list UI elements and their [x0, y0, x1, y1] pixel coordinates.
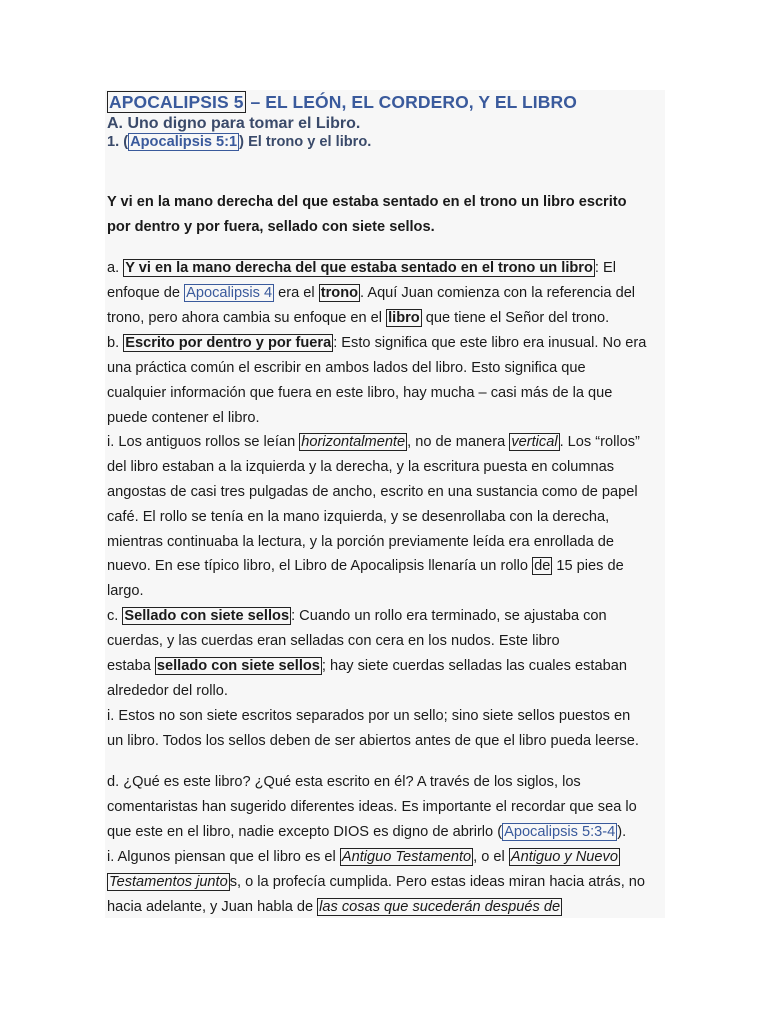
subsection-1-heading: 1. ( Apocalipsis 5:1 ) El trono y el libro. [107, 134, 372, 150]
para-b-i-line-7: largo. [107, 583, 144, 599]
para-a-line-1: a. Y vi en la mano derecha del que estaba sentado en el trono un libro : El [107, 260, 616, 276]
para-d-line-3: que este en el libro, nadie excepto DIOS es digno de abrirlo ( Apocalipsis 5:3-4 ). [107, 824, 627, 840]
highlight-phrase: Antiguo Testamento [341, 849, 472, 865]
para-b-i-line-3: angostas de casi tres pulgadas de ancho, escrito en una sustancia como de papel [107, 484, 638, 500]
para-b-line-4: puede contener el libro. [107, 410, 260, 426]
para-c-i-line-1: i. Estos no son siete escritos separados por un sello; sino siete sellos puestos en [107, 708, 631, 724]
highlight-phrase: Testamentos junto [109, 874, 228, 890]
para-d-i-line-1: i. Algunos piensan que el libro es el Antiguo Testamento , o el Antiguo y Nuevo [107, 849, 618, 865]
para-c-line-4: alrededor del rollo. [107, 683, 228, 699]
para-c-i-line-2: un libro. Todos los sellos deben de ser abiertos antes de que el libro pueda leerse. [107, 733, 639, 749]
verse-link-4[interactable]: Apocalipsis 4 [186, 285, 273, 301]
para-a-line-2: enfoque de Apocalipsis 4 era el trono . Aquí Juan comienza con la referencia del [107, 285, 636, 301]
highlight-word: vertical [511, 434, 558, 450]
highlight-phrase: Escrito por dentro y por fuera [125, 335, 332, 351]
para-c-line-3: estaba sellado con siete sellos ; hay siete cuerdas selladas las cuales estaban [107, 658, 627, 674]
highlight-phrase: las cosas que sucederán después de [319, 899, 561, 915]
verse-line-1: Y vi en la mano derecha del que estaba sentado en el trono un libro escrito [107, 194, 627, 210]
para-b-i-line-2: del libro estaban a la izquierda y la derecha, y la escritura puesta en columnas [107, 459, 615, 475]
para-d-line-1: d. ¿Qué es este libro? ¿Qué esta escrito en él? A través de los siglos, los [107, 774, 581, 790]
verse-line-2: por dentro y por fuera, sellado con siete sellos. [107, 219, 435, 235]
highlight-word: horizontalmente [301, 434, 406, 450]
para-c-line-1: c. Sellado con siete sellos : Cuando un rollo era terminado, se ajustaba con [107, 608, 607, 624]
verse-link-5-1[interactable]: Apocalipsis 5:1 [130, 134, 238, 150]
para-a-line-3: trono, pero ahora cambia su enfoque en el libro que tiene el Señor del trono. [107, 310, 610, 326]
title-text: – EL LEÓN, EL CORDERO, Y EL LIBRO [245, 92, 577, 112]
verse-link-5-3-4[interactable]: Apocalipsis 5:3-4 [504, 824, 616, 840]
highlight-phrase: sellado con siete sellos [156, 658, 320, 674]
page-title [107, 92, 577, 112]
chapter-reference-link[interactable]: APOCALIPSIS 5 [109, 92, 244, 112]
para-d-i-line-2: Testamentos junto s, o la profecía cumplida. Pero estas ideas miran hacia atrás, no [109, 874, 646, 890]
para-b-i-line-6: nuevo. En ese típico libro, el Libro de Apocalipsis llenaría un rollo de 15 pies de [107, 558, 624, 574]
highlight-phrase: Antiguo y Nuevo [510, 849, 618, 865]
section-a-heading: A. Uno digno para tomar el Libro. [107, 115, 361, 132]
para-d-line-2: comentaristas han sugerido diferentes ideas. Es importante el recordar que sea lo [107, 799, 637, 815]
highlight-word: de [534, 558, 551, 574]
document-background [105, 90, 665, 918]
highlight-phrase: Y vi en la mano derecha del que estaba sentado en el trono un libro [125, 260, 593, 276]
para-b-i-line-5: mientras continuaba la lectura, y la porción previamente leída era enrollada de [107, 534, 615, 550]
para-d-i-line-3: hacia adelante, y Juan habla de las cosas que sucederán después de [107, 899, 561, 915]
para-b-i-line-1: i. Los antiguos rollos se leían horizontalmente , no de manera vertical . Los “rollos” [107, 434, 640, 450]
para-b-line-3: cualquier información que fuera en este libro, hay mucha – casi más de la que [107, 385, 613, 401]
highlight-phrase: Sellado con siete sellos [124, 608, 290, 624]
highlight-word: trono [320, 285, 359, 301]
highlight-word: libro [388, 310, 420, 326]
para-c-line-2: cuerdas, y las cuerdas eran selladas con cera en los nudos. Este libro [107, 633, 560, 649]
para-b-line-1: b. Escrito por dentro y por fuera : Esto significa que este libro era inusual. No era [107, 335, 647, 351]
para-b-line-2: una práctica común el escribir en ambos lados del libro. Esto significa que [107, 360, 586, 376]
para-b-i-line-4: café. El rollo se tenía en la mano izquierda, y se desenrollaba con la derecha, [107, 509, 610, 525]
